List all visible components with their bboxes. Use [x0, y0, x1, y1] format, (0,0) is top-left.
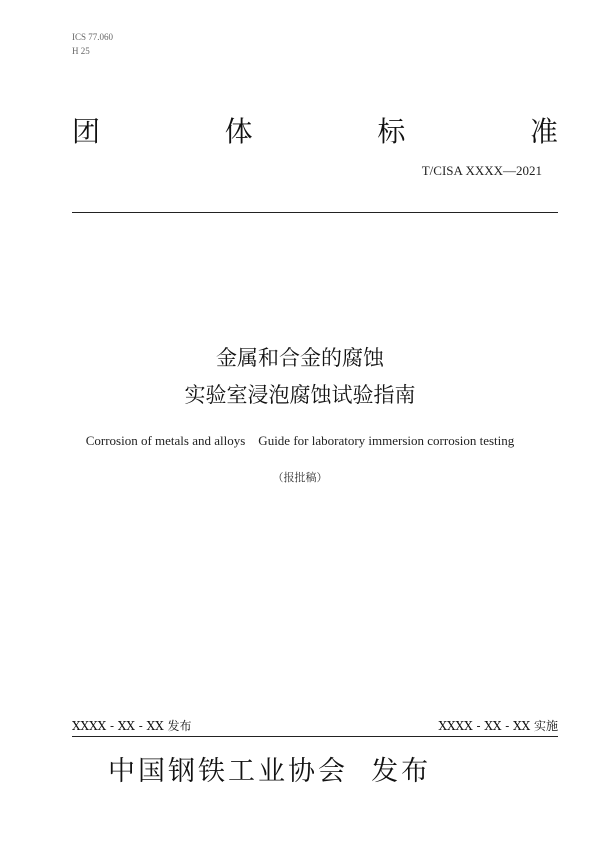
- standard-type-char: 标: [377, 115, 406, 148]
- bottom-divider: [72, 736, 558, 737]
- chinese-title-line-1: 金属和合金的腐蚀: [216, 346, 384, 370]
- standard-type-char: 体: [224, 115, 253, 148]
- top-divider: [72, 212, 558, 213]
- release-date: XXXX - XX - XX 发布: [72, 719, 192, 733]
- ccs-code: H 25: [72, 46, 90, 56]
- standard-type-char: 团: [72, 115, 101, 148]
- english-title: Corrosion of metals and alloys Guide for laboratory immersion corrosion testing: [85, 433, 515, 448]
- implementation-date: XXXX - XX - XX 实施: [438, 719, 558, 733]
- standard-code: T/CISA XXXX—2021: [421, 163, 542, 178]
- ics-code: ICS 77.060: [72, 32, 114, 42]
- standard-type-char: 准: [529, 115, 558, 148]
- standard-type-heading: [72, 112, 558, 152]
- draft-status-note: （报批稿）: [272, 471, 328, 484]
- publisher: 中国钢铁工业协会 发布: [108, 756, 432, 787]
- chinese-title-line-2: 实验室浸泡腐蚀试验指南: [184, 383, 416, 407]
